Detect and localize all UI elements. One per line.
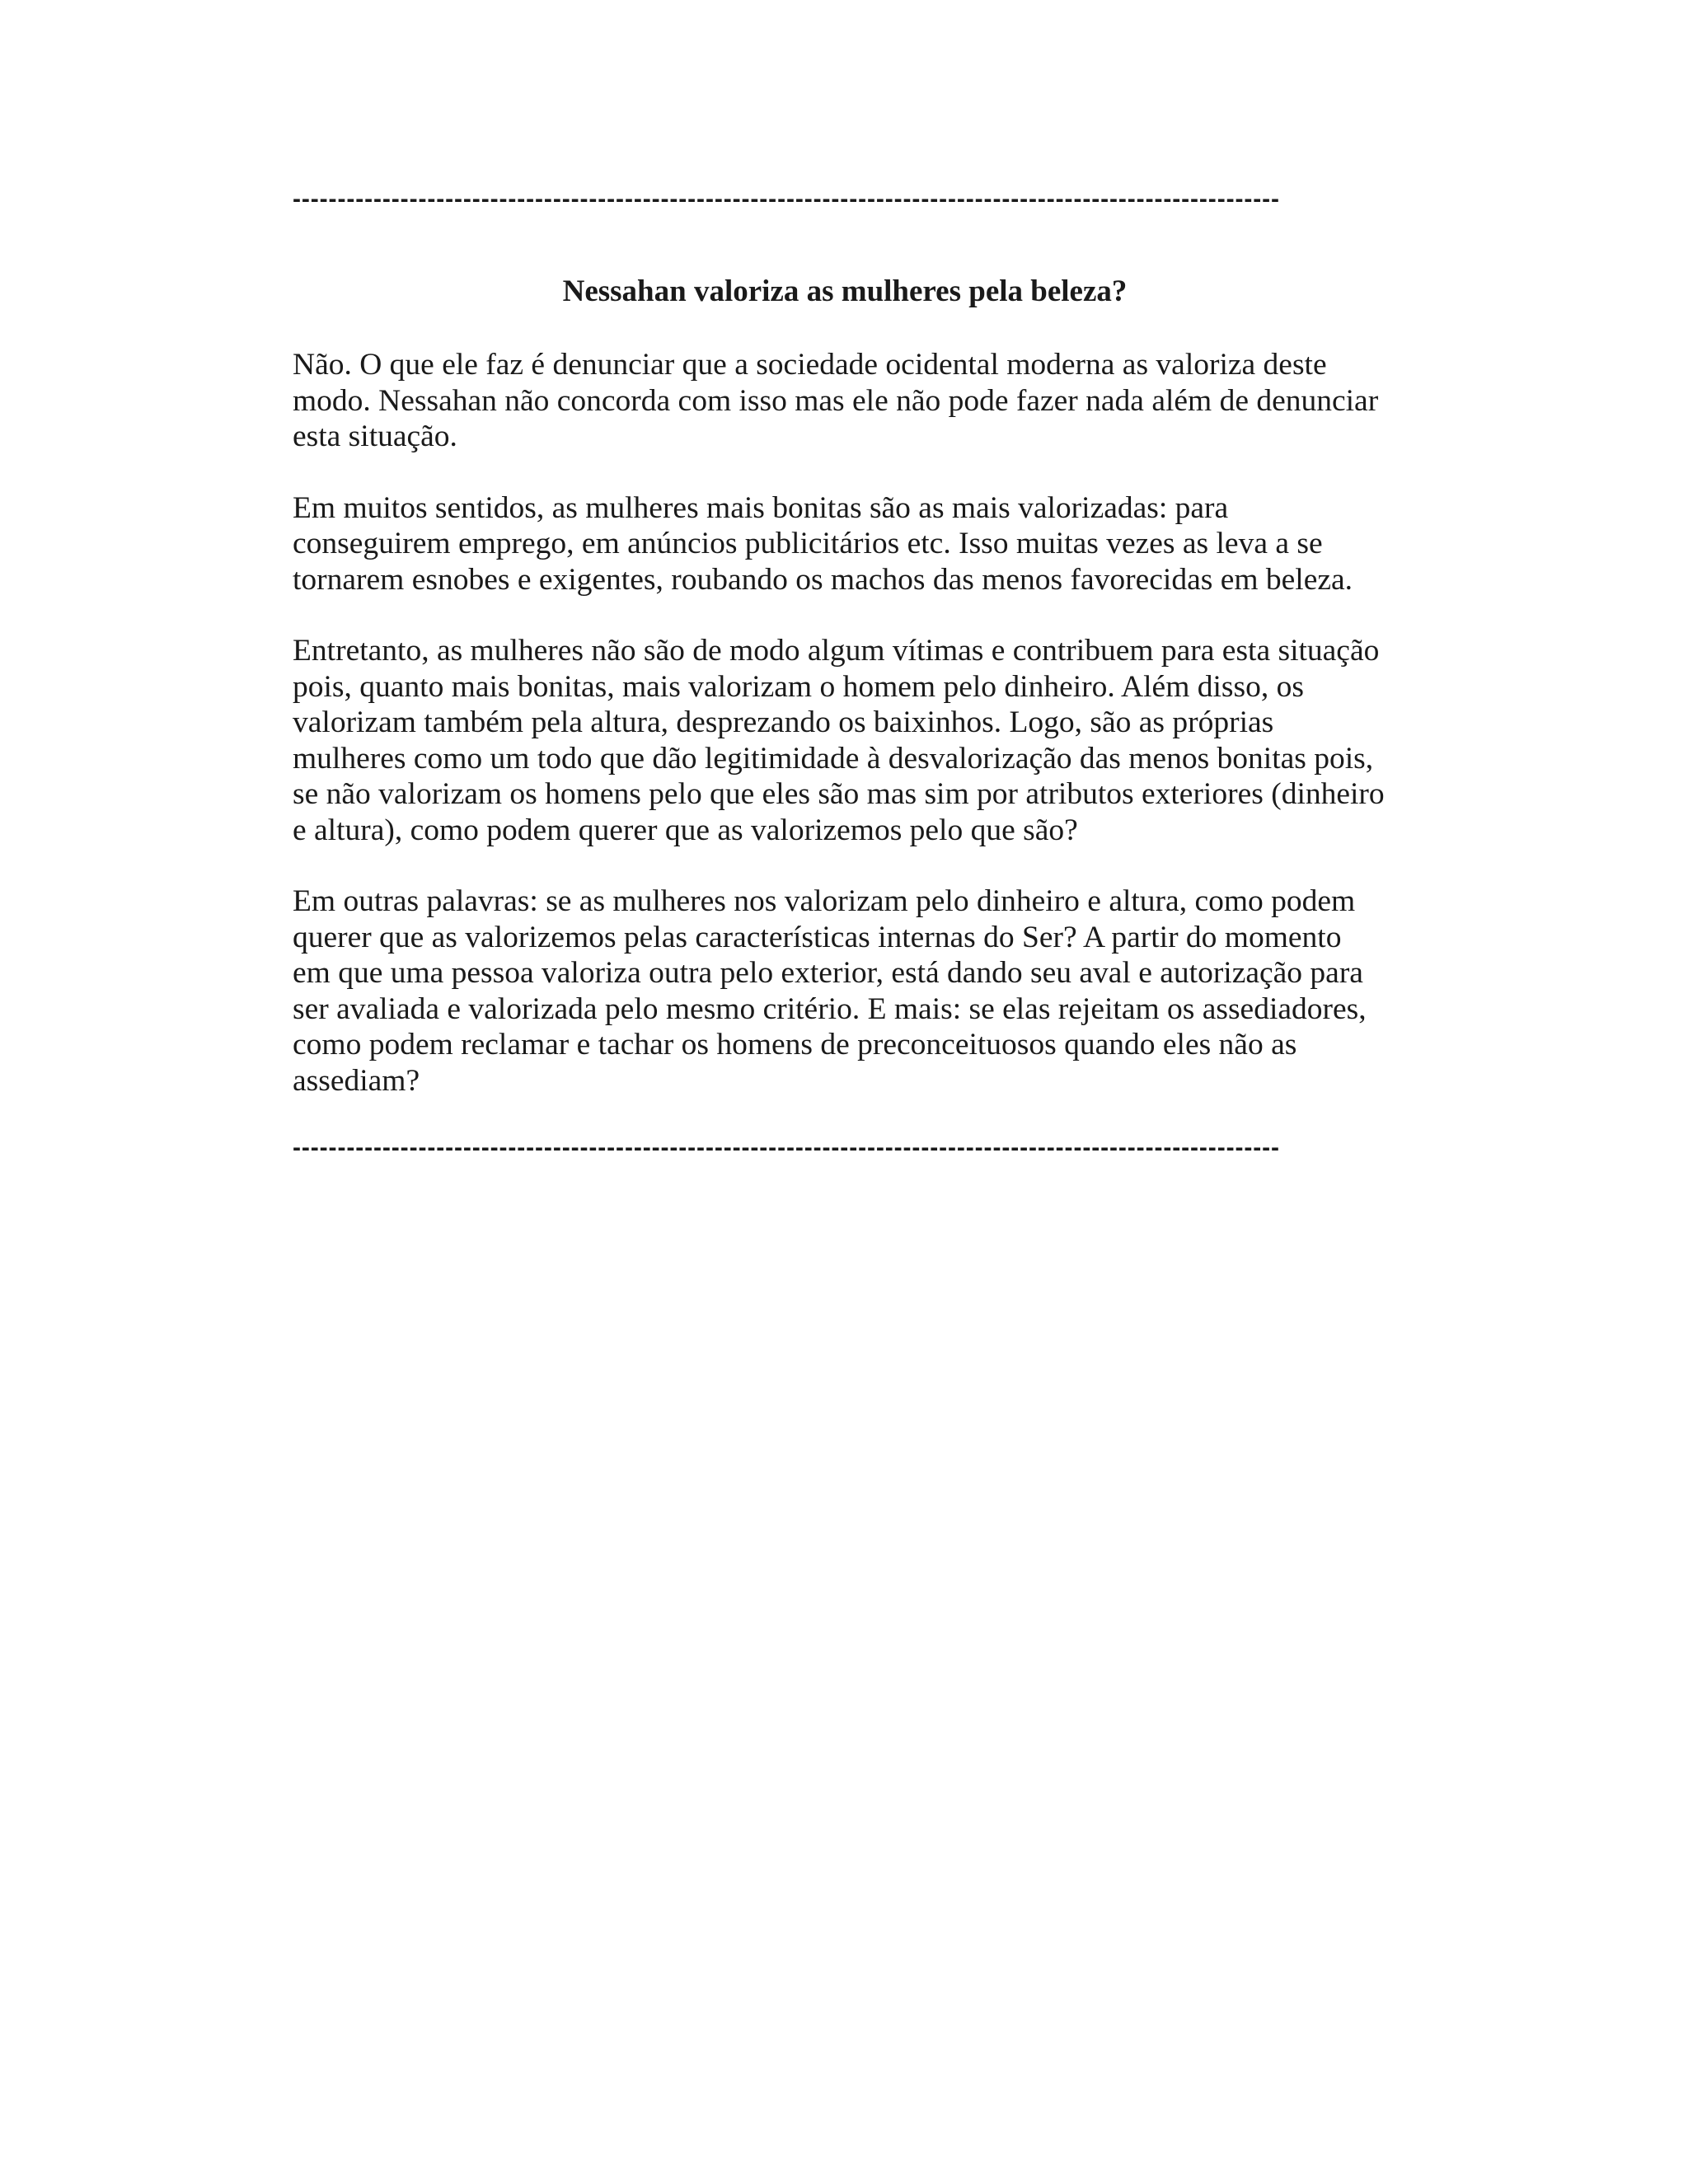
- paragraph-line: ser avaliada e valorizada pelo mesmo critério. E mais: se elas rejeitam os assediadores,: [293, 991, 1367, 1026]
- paragraph-line: conseguirem emprego, em anúncios publicitários etc. Isso muitas vezes as leva a se: [293, 527, 1323, 560]
- paragraph-line: Entretanto, as mulheres não são de modo algum vítimas e contribuem para esta situação: [293, 634, 1380, 668]
- paragraph-line: querer que as valorizemos pelas características internas do Ser? A partir do momento: [293, 920, 1342, 954]
- paragraph-line: Em muitos sentidos, as mulheres mais bonitas são as mais valorizadas: para: [293, 490, 1229, 525]
- paragraph-line: como podem reclamar e tachar os homens de preconceituosos quando eles não as: [293, 1028, 1297, 1062]
- paragraph-4: [293, 883, 1397, 1099]
- paragraph-line: se não valorizam os homens pelo que eles são mas sim por atributos exteriores (dinheiro: [293, 777, 1385, 811]
- top-divider: --------------------------------------------------------------------------------------------------------------: [293, 185, 1280, 213]
- paragraph-1: [293, 347, 1397, 455]
- paragraph-line: modo. Nessahan não concorda com isso mas ele não pode fazer nada além de denunciar: [293, 383, 1379, 418]
- paragraph-line: esta situação.: [293, 419, 457, 453]
- paragraph-2: [293, 490, 1397, 598]
- paragraph-line: assediam?: [293, 1063, 420, 1098]
- paragraph-line: tornarem esnobes e exigentes, roubando os machos das menos favorecidas em beleza.: [293, 562, 1353, 597]
- paragraph-line: pois, quanto mais bonitas, mais valorizam o homem pelo dinheiro. Além disso, os: [293, 669, 1304, 704]
- paragraph-line: Em outras palavras: se as mulheres nos valorizam pelo dinheiro e altura, como podem: [293, 884, 1356, 918]
- paragraph-line: e altura), como podem querer que as valorizemos pelo que são?: [293, 813, 1078, 847]
- paragraph-line: em que uma pessoa valoriza outra pelo exterior, está dando seu aval e autorização para: [293, 956, 1363, 990]
- paragraph-line: mulheres como um todo que dão legitimidade à desvalorização das menos bonitas pois,: [293, 741, 1374, 776]
- document-title: Nessahan valoriza as mulheres pela beleza?: [562, 274, 1128, 308]
- document-page: [293, 183, 1397, 1165]
- bottom-divider: --------------------------------------------------------------------------------------------------------------: [293, 1134, 1280, 1161]
- paragraph-line: Não. O que ele faz é denunciar que a sociedade ocidental moderna as valoriza deste: [293, 348, 1327, 382]
- paragraph-3: [293, 633, 1397, 848]
- paragraph-line: valorizam também pela altura, desprezando os baixinhos. Logo, são as próprias: [293, 705, 1274, 739]
